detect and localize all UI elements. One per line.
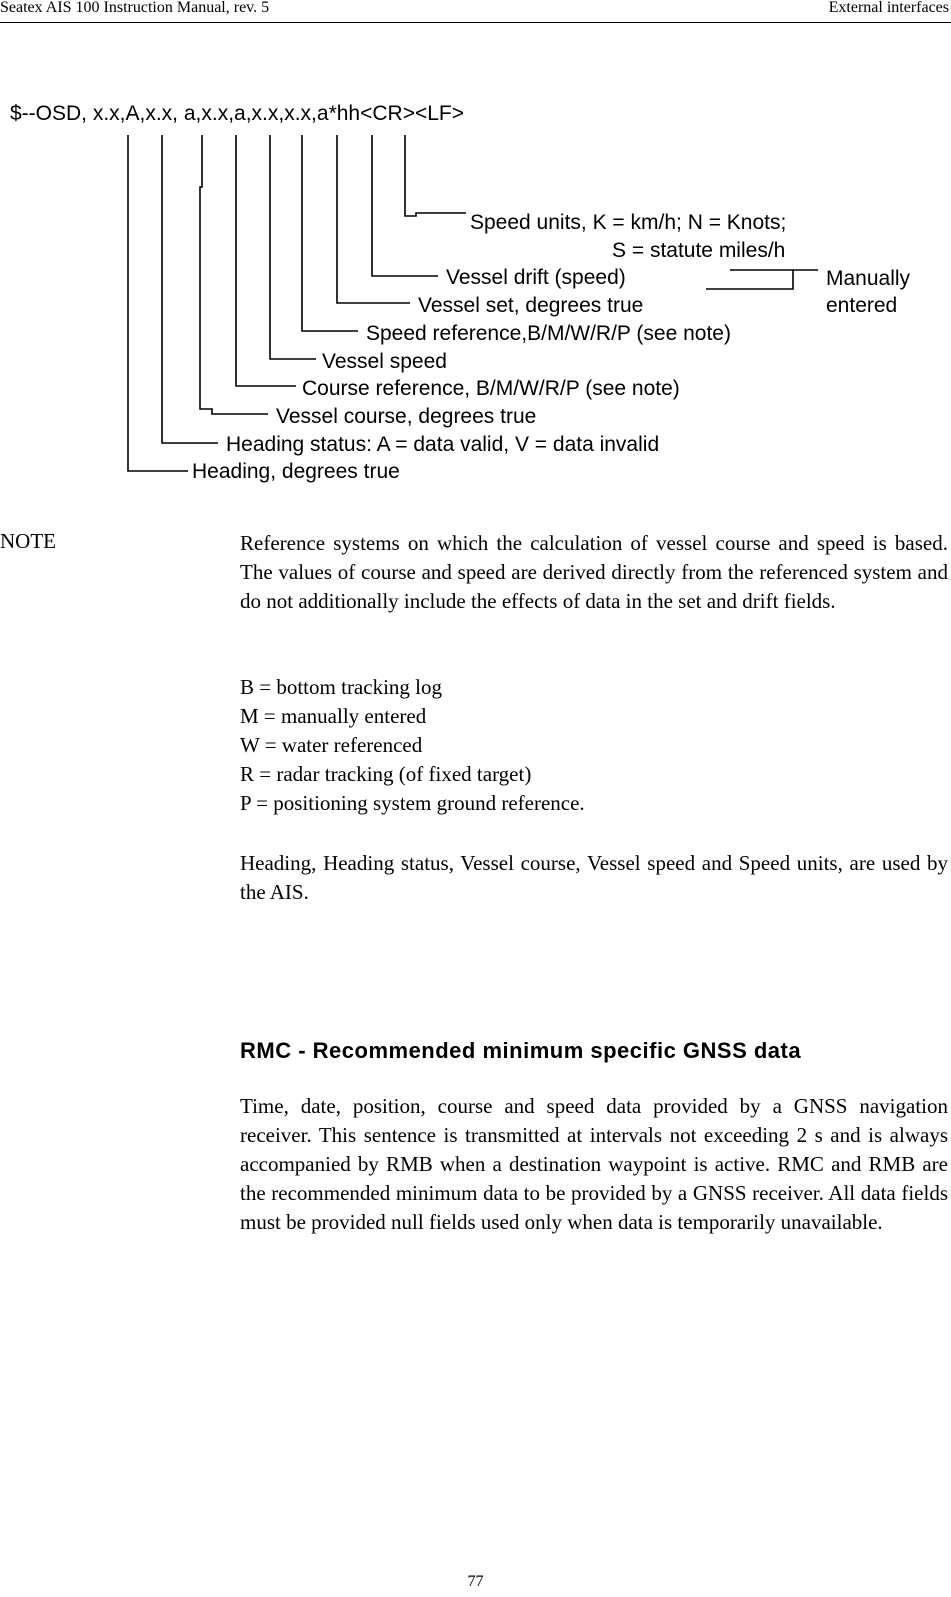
leader-vessel-course bbox=[200, 135, 268, 414]
leader-vessel-set bbox=[337, 135, 410, 303]
label-speed-reference: Speed reference,B/M/W/R/P (see note) bbox=[366, 322, 731, 345]
page-header bbox=[0, 0, 951, 23]
list-item: P = positioning system ground reference. bbox=[240, 791, 585, 815]
note-paragraph: Reference systems on which the calculation of vessel course and speed is based. The values of course and speed are derived directly from the referenced system and do not additionally include the effects of data in the set and drift fields. bbox=[240, 531, 948, 613]
leader-speed-reference bbox=[302, 135, 358, 331]
label-heading: Heading, degrees true bbox=[192, 460, 400, 483]
label-course-reference: Course reference, B/M/W/R/P (see note) bbox=[302, 377, 680, 400]
rmc-section-heading: RMC - Recommended minimum specific GNSS data bbox=[240, 1038, 802, 1063]
leader-manually-entered bbox=[706, 270, 793, 289]
rmc-paragraph: Time, date, position, course and speed data provided by a GNSS navigation receiver. This sentence is transmitted at intervals not exceeding 2 s and is always accompanied by RMB when a destination waypoint is active. RMC and RMB are the recommended minimum data to be provided by a GNSS receiver. All data fields must be provided null fields used only when data is temporarily unavailable. bbox=[240, 1094, 948, 1234]
leader-heading-status bbox=[162, 135, 218, 443]
list-item: M = manually entered bbox=[240, 704, 427, 728]
leader-heading bbox=[128, 135, 188, 471]
list-item: R = radar tracking (of fixed target) bbox=[240, 762, 532, 786]
header-section: External interfaces bbox=[828, 0, 949, 16]
label-vessel-speed: Vessel speed bbox=[322, 350, 447, 373]
label-entered: entered bbox=[826, 294, 898, 317]
label-vessel-course: Vessel course, degrees true bbox=[276, 405, 537, 428]
label-vessel-drift: Vessel drift (speed) bbox=[446, 266, 626, 289]
list-item: W = water referenced bbox=[240, 733, 423, 757]
label-speed-units-statute: S = statute miles/h bbox=[612, 239, 786, 262]
label-manually: Manually bbox=[826, 267, 911, 290]
leader-course-reference bbox=[236, 135, 296, 386]
sentence-format: $--OSD, x.x,A,x.x, a,x.x,a,x.x,x.x,a*hh<CR><LF> bbox=[10, 102, 464, 125]
ais-usage-paragraph: Heading, Heading status, Vessel course, Vessel speed and Speed units, are used by the AIS. bbox=[240, 851, 948, 904]
page-number: 77 bbox=[467, 1573, 484, 1590]
header-title: Seatex AIS 100 Instruction Manual, rev. 5 bbox=[0, 0, 270, 16]
reference-systems-list bbox=[240, 673, 585, 818]
leader-speed-units bbox=[405, 135, 466, 216]
list-item: B = bottom tracking log bbox=[240, 675, 442, 699]
label-vessel-set: Vessel set, degrees true bbox=[418, 294, 644, 317]
leader-vessel-speed bbox=[270, 135, 316, 359]
label-heading-status: Heading status: A = data valid, V = data invalid bbox=[226, 433, 660, 456]
note-label: NOTE bbox=[0, 529, 56, 553]
label-speed-units: Speed units, K = km/h; N = Knots; bbox=[470, 211, 787, 234]
osd-sentence-diagram bbox=[0, 90, 951, 495]
